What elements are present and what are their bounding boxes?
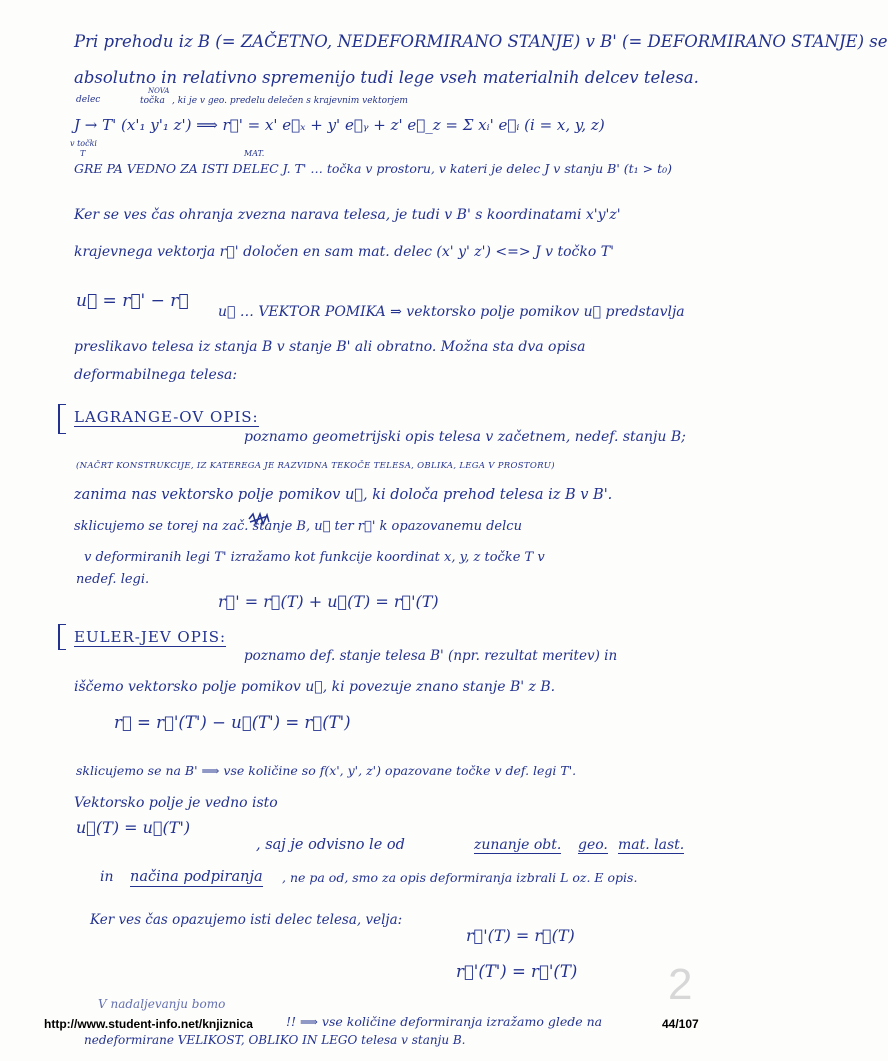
deformable-body-line: deformabilnega telesa: — [74, 367, 238, 383]
position-vector-equation: J → T' (x'₁ y'₁ z') ⟹ r⃗' = x' e⃗ₓ + y' e⃗ᵧ + z' e⃗_z = Σ xᵢ' e⃗ᵢ (i = x, y, z) — [74, 116, 605, 134]
external-load-text: zunanje obt. — [474, 837, 562, 853]
description-choice-text: , ne pa od, smo za opis deformiranja izbrali L oz. E opis. — [282, 870, 638, 885]
mapping-line: preslikavo telesa iz stanja B v stanje B' ali obratno. Možna sta dva opisa — [74, 339, 586, 355]
lagrange-title: LAGRANGE-OV OPIS: — [74, 408, 259, 426]
euler-line-2: iščemo vektorsko polje pomikov u⃗, ki povezuje znano stanje B' z B. — [74, 679, 556, 695]
note-delec: delec — [76, 95, 101, 105]
geometry-text: geo. — [578, 837, 608, 853]
intro-line-1: Pri prehodu iz B (= ZAČETNO, NEDEFORMIRANO STANJE) v B' (= DEFORMIRANO STANJE) se — [74, 32, 888, 51]
lagrange-line-6: nedef. legi. — [76, 572, 150, 587]
support-type-text: načina podpiranja — [130, 869, 263, 885]
continuation-text: V nadaljevanju bomo — [98, 997, 226, 1011]
closing-line: nedeformirane VELIKOST, OBLIKO IN LEGO telesa v stanju B. — [84, 1033, 466, 1047]
note-mat-sup: MAT. — [244, 149, 265, 158]
note-krajevni-vektor: , ki je v geo. predelu delečen s krajevnim vektorjem — [172, 96, 408, 106]
note-v-tocki: v točki — [70, 139, 97, 148]
euler-line-3: sklicujemo se na B' ⟹ vse količine so f(x', y', z') opazovane točke v def. legi T'. — [76, 763, 577, 778]
continuity-line-2: krajevnega vektorja r⃗' določen en sam mat. delec (x' y' z') <=> J v točko T' — [74, 244, 614, 260]
euler-title: EULER-JEV OPIS: — [74, 628, 227, 646]
identity-equation-1: r⃗'(T) = r⃗(T) — [466, 926, 575, 945]
identity-equation-2: r⃗'(T') = r⃗'(T) — [456, 962, 578, 981]
euler-line-1: poznamo def. stanje telesa B' (npr. rezultat meritev) in — [244, 648, 618, 664]
euler-bracket — [58, 624, 66, 650]
lagrange-line-5: v deformiranih legi T' izražamo kot funkcije koordinat x, y, z točke T v — [84, 550, 545, 565]
in-text: in — [100, 869, 114, 885]
lagrange-equation: r⃗' = r⃗(T) + u⃗(T) = r⃗'(T) — [218, 592, 439, 611]
scribble-1 — [248, 512, 270, 526]
displacement-equality: u⃗(T) = u⃗(T') — [76, 818, 191, 837]
lagrange-line-4: sklicujemo se torej na zač. stanje B, u⃗ ter r⃗' k opazovanemu delcu — [74, 519, 522, 534]
footer-url[interactable]: http://www.student-info.net/knjiznica — [44, 1017, 253, 1031]
lagrange-bracket — [58, 404, 66, 434]
material-text: mat. last. — [618, 837, 685, 853]
same-particle-line: GRE PA VEDNO ZA ISTI DELEC J. T' … točka v prostoru, v kateri je delec J v stanju B' (t₁ > t₀) — [74, 161, 673, 176]
footer-page-number: 44/107 — [662, 1017, 699, 1031]
lagrange-line-3: zanima nas vektorsko polje pomikov u⃗, ki določa prehod telesa iz B v B'. — [74, 487, 613, 503]
vector-field-line: Vektorsko polje je vedno isto — [74, 795, 278, 811]
note-t-sub: T — [80, 149, 86, 158]
lagrange-line-1: poznamo geometrijski opis telesa v začetnem, nedef. stanju B; — [244, 429, 686, 445]
continuity-line-1: Ker se ves čas ohranja zvezna narava telesa, je tudi v B' s koordinatami x'y'z' — [74, 207, 621, 223]
depends-on-text: , saj je odvisno le od — [256, 837, 405, 853]
displacement-definition: u⃗ = r⃗' − r⃗ — [76, 291, 189, 311]
note-nova: NOVA — [148, 87, 170, 95]
same-particle-text: Ker ves čas opazujemo isti delec telesa, velja: — [90, 912, 403, 928]
euler-equation: r⃗ = r⃗'(T') − u⃗(T') = r⃗(T') — [114, 713, 351, 732]
handwritten-page-number: 2 — [668, 960, 693, 1009]
continuation-text-2: !! ⟹ vse količine deformiranja izražamo glede na — [286, 1014, 603, 1029]
lagrange-line-2: (NAČRT KONSTRUKCIJE, IZ KATEREGA JE RAZVIDNA TEKOČE TELESA, OBLIKA, LEGA V PROSTORU) — [76, 461, 555, 471]
note-tocka: točka — [140, 96, 165, 106]
intro-line-2: absolutno in relativno spremenijo tudi lege vseh materialnih delcev telesa. — [74, 68, 699, 87]
displacement-vector-note: u⃗ … VEKTOR POMIKA ⇒ vektorsko polje pomikov u⃗ predstavlja — [218, 304, 685, 320]
